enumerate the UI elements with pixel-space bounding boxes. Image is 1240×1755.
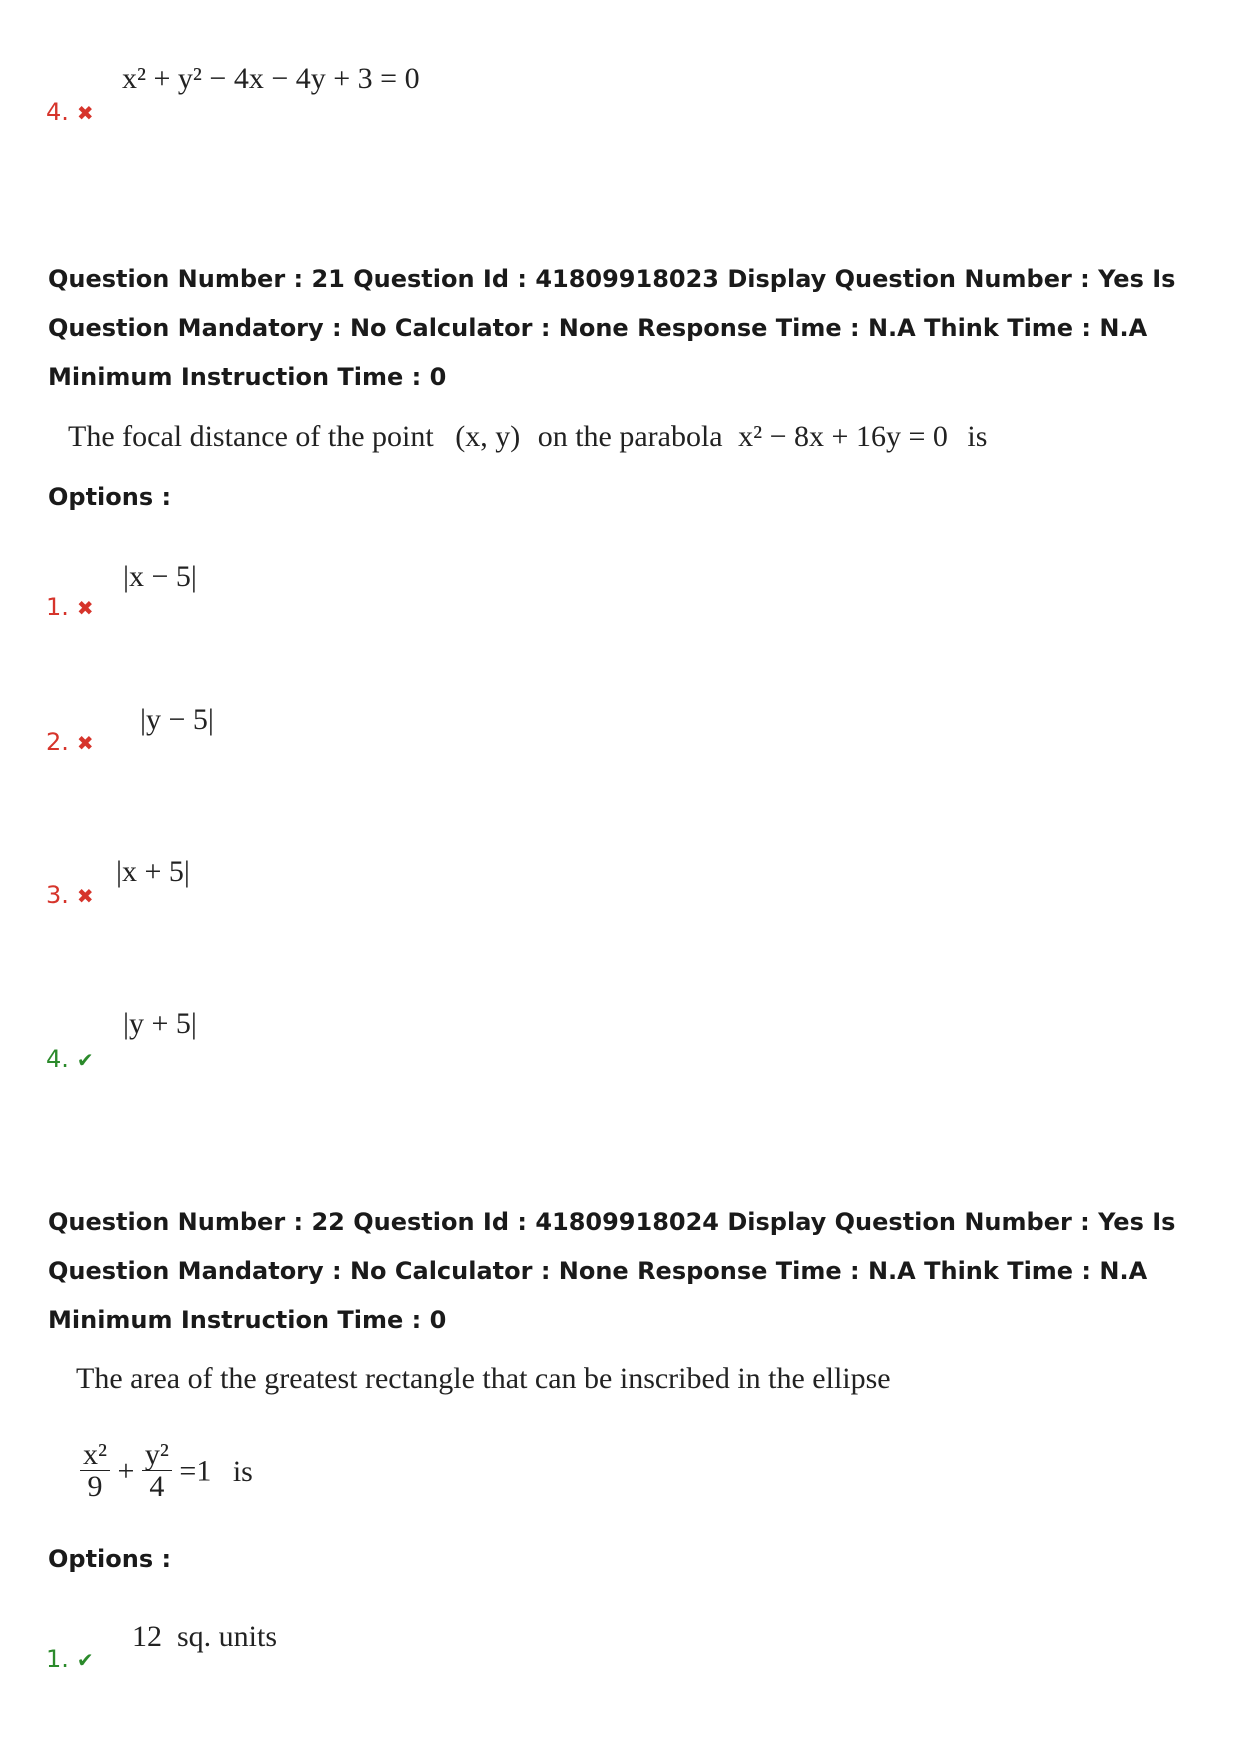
q21-option-2[interactable] — [46, 728, 94, 756]
q21-option-3-number: 3. — [46, 881, 69, 909]
fraction-denominator: 4 — [149, 1470, 165, 1503]
fraction-y2-over-4 — [142, 1440, 172, 1503]
fraction-denominator: 9 — [87, 1470, 103, 1503]
prev-option-4-math: x² + y² − 4x − 4y + 3 = 0 — [122, 62, 420, 95]
question-21-stem-text: The focal distance of the point — [68, 420, 434, 453]
q21-option-2-math: |y − 5| — [140, 703, 214, 736]
fraction-numerator: x² — [80, 1440, 110, 1471]
prev-option-4-label: 4. — [46, 98, 69, 126]
question-22-stem-equation — [80, 1440, 253, 1503]
check-icon: ✔ — [76, 1048, 94, 1072]
q21-option-3[interactable] — [46, 881, 94, 909]
plus-sign: + — [117, 1454, 135, 1488]
q21-option-3-math: |x + 5| — [116, 855, 190, 888]
cross-icon: ✖ — [76, 596, 94, 620]
question-22-stem-text: The area of the greatest rectangle that can be inscribed in the ellipse — [76, 1362, 891, 1395]
q22-option-1-number: 1. — [46, 1645, 69, 1673]
prev-option-4-number — [46, 98, 94, 126]
cross-icon: ✖ — [76, 731, 94, 755]
q22-option-1-math: 12 sq. units — [132, 1620, 278, 1653]
question-21-stem-eq: x² − 8x + 16y = 0 — [738, 420, 948, 453]
question-21-options-label: Options : — [48, 483, 172, 511]
q21-option-4-math: |y + 5| — [123, 1007, 197, 1040]
question-21-stem-point: (x, y) — [455, 420, 521, 453]
q22-option-1[interactable] — [46, 1645, 94, 1673]
question-21-stem-mid: on the parabola — [537, 420, 723, 453]
question-21-meta: Question Number : 21 Question Id : 41809918023 Display Question Number : Yes Is Question Mandatory : No Calculator : None Response Time : N.A Think Time : N.A Minimum Instruction Time : 0 — [48, 265, 1176, 391]
question-22-stem-end: is — [232, 1454, 253, 1488]
question-22-meta: Question Number : 22 Question Id : 41809918024 Display Question Number : Yes Is Question Mandatory : No Calculator : None Response Time : N.A Think Time : N.A Minimum Instruction Time : 0 — [48, 1208, 1176, 1334]
equation-rhs: =1 — [179, 1454, 212, 1488]
q21-option-4[interactable] — [46, 1045, 94, 1073]
check-icon: ✔ — [76, 1648, 94, 1672]
question-21-stem-end: is — [967, 420, 988, 453]
q21-option-2-number: 2. — [46, 728, 69, 756]
question-21-stem — [68, 420, 987, 454]
question-22-options-label: Options : — [48, 1545, 172, 1573]
q21-option-1[interactable] — [46, 593, 94, 621]
fraction-x2-over-9 — [80, 1440, 110, 1503]
cross-icon: ✖ — [76, 101, 94, 125]
q21-option-1-number: 1. — [46, 593, 69, 621]
q21-option-1-math: |x − 5| — [123, 560, 197, 593]
fraction-numerator: y² — [142, 1440, 172, 1471]
cross-icon: ✖ — [76, 884, 94, 908]
q21-option-4-number: 4. — [46, 1045, 69, 1073]
